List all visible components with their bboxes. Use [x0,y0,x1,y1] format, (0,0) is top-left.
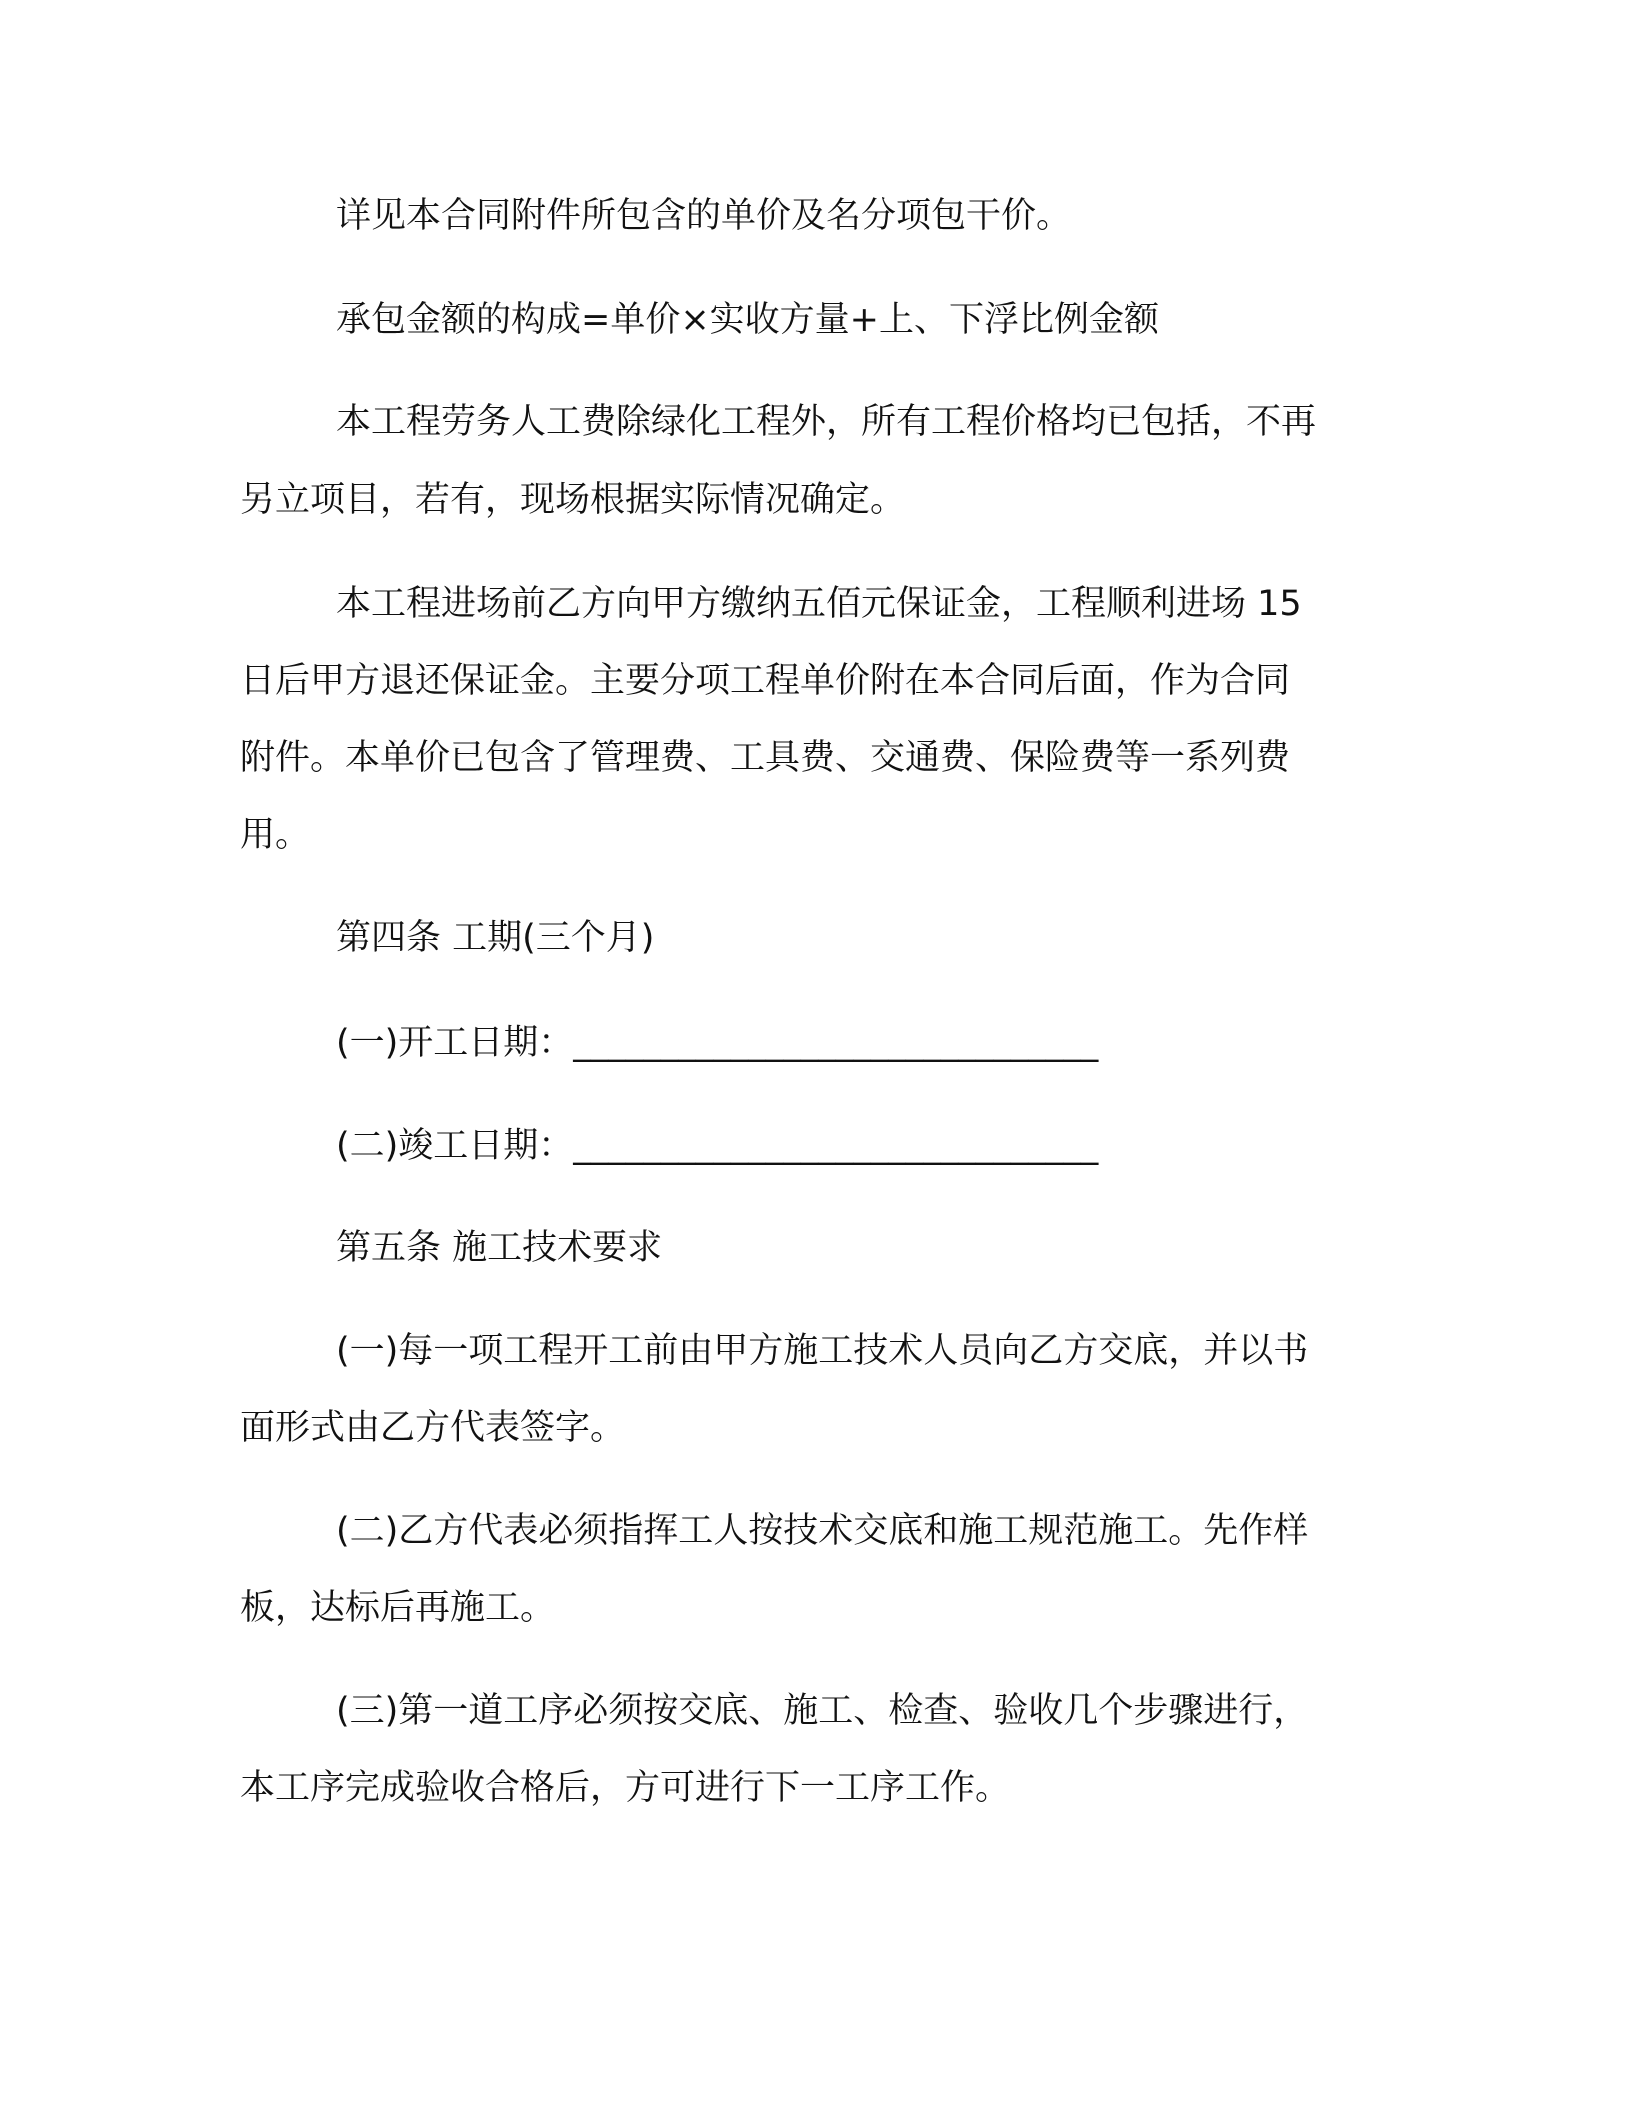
paragraph-labor-cost-line-1: 本工程劳务人工费除绿化工程外，所有工程价格均已包括，不再 [336,402,1317,442]
item-1-line-1: (一)每一项工程开工前由甲方施工技术人员向乙方交底，并以书 [336,1331,1309,1371]
item-3-line-1: (三)第一道工序必须按交底、施工、检查、验收几个步骤进行， [336,1691,1309,1731]
paragraph-deposit-line-1: 本工程进场前乙方向甲方缴纳五佰元保证金，工程顺利进场 15 [336,584,1302,624]
paragraph-deposit-line-2: 日后甲方退还保证金。主要分项工程单价附在本合同后面，作为合同 [240,661,1291,701]
paragraph-unit-price-line-1: 详见本合同附件所包含的单价及名分项包干价。 [336,196,1072,236]
article-4-heading: 第四条 工期(三个月) [336,918,655,958]
article-5-heading: 第五条 施工技术要求 [336,1228,663,1268]
paragraph-deposit-line-4: 用。 [240,815,311,855]
paragraph-labor-cost-line-2: 另立项目，若有，现场根据实际情况确定。 [240,480,906,520]
item-2-line-2: 板，达标后再施工。 [240,1588,556,1628]
paragraph-deposit-line-3: 附件。本单价已包含了管理费、工具费、交通费、保险费等一系列费 [240,738,1291,778]
item-1-line-2: 面形式由乙方代表签字。 [240,1408,626,1448]
item-3-line-2: 本工序完成验收合格后，方可进行下一工序工作。 [240,1768,1011,1808]
item-2-line-1: (二)乙方代表必须指挥工人按技术交底和施工规范施工。先作样 [336,1511,1309,1551]
paragraph-contract-amount-line-1: 承包金额的构成=单价×实收方量+上、下浮比例金额 [336,300,1159,340]
start-date-line: (一)开工日期：______________________________ [336,1023,1099,1063]
completion-date-line: (二)竣工日期：______________________________ [336,1126,1099,1166]
